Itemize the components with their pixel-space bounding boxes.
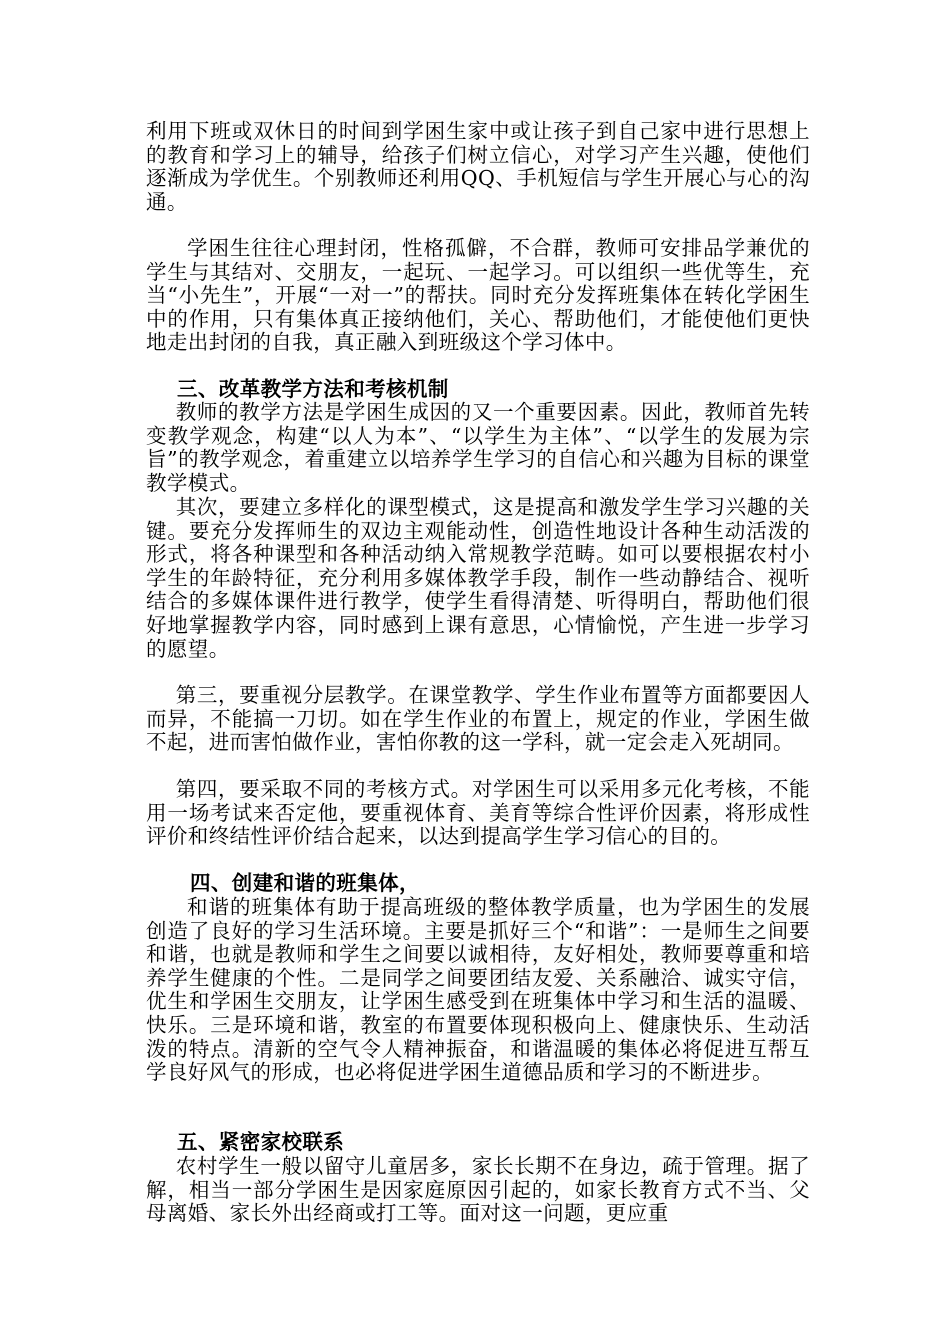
- section-heading-3: 三、改革教学方法和考核机制: [177, 377, 449, 401]
- paragraph-6: 第四，要采取不同的考核方式。对学困生可以采用多元化考核，不能用一场考试来否定他，要重视体育、美育等综合性评价因素，将形成性评价和终结性评价结合起来，以达到提高学生学习信心的目的。: [146, 777, 810, 849]
- paragraph-7: 和谐的班集体有助于提高班级的整体教学质量，也为学困生的发展创造了良好的学习生活环境。主要是抓好三个“和谐”：一是师生之间要和谐，也就是教师和学生之间要以诚相待，友好相处，教师要尊重和培养学生健康的个性。二是同学之间要团结友爱、关系融洽、诚实守信，优生和学困生交朋友，让学困生感受到在班集体中学习和生活的温暖、快乐。三是环境和谐，教室的布置要体现积极向上、健康快乐、生动活泼的特点。清新的空气令人精神振奋，和谐温暖的集体必将促进互帮互学良好风气的形成，也必将促进学困生道德品质和学习的不断进步。: [146, 895, 810, 1085]
- paragraph-5: 第三，要重视分层教学。在课堂教学、学生作业布置等方面都要因人而异，不能搞一刀切。如在学生作业的布置上，规定的作业，学困生做不起，进而害怕做作业，害怕你教的这一学科，就一定会走入死胡同。: [146, 683, 810, 755]
- paragraph-2: 学困生往往心理封闭，性格孤僻，不合群，教师可安排品学兼优的学生与其结对、交朋友，一起玩、一起学习。可以组织一些优等生，充当“小先生”，开展“一对一”的帮扶。同时充分发挥班集体在转化学困生中的作用，只有集体真正接纳他们，关心、帮助他们，才能使他们更快地走出封闭的自我，真正融入到班级这个学习体中。: [146, 236, 810, 355]
- paragraph-1: 利用下班或双休日的时间到学困生家中或让孩子到自己家中进行思想上的教育和学习上的辅导，给孩子们树立信心，对学习产生兴趣，使他们逐渐成为学优生。个别教师还利用QQ、手机短信与学生开展心与心的沟通。: [146, 119, 810, 214]
- paragraph-3: 教师的教学方法是学困生成因的又一个重要因素。因此，教师首先转变教学观念，构建“以人为本”、“以学生为主体”、“以学生的发展为宗旨”的教学观念，着重建立以培养学生学习的自信心和兴趣为目标的课堂教学模式。: [146, 400, 810, 495]
- paragraph-8: 农村学生一般以留守儿童居多，家长长期不在身边，疏于管理。据了解，相当一部分学困生是因家庭原因引起的，如家长教育方式不当、父母离婚、家长外出经商或打工等。面对这一问题，更应重: [146, 1154, 810, 1226]
- paragraph-4: 其次，要建立多样化的课型模式，这是提高和激发学生学习兴趣的关键。要充分发挥师生的双边主观能动性，创造性地设计各种生动活泼的形式，将各种课型和各种活动纳入常规教学范畴。如可以要根据农村小学生的年龄特征，充分利用多媒体教学手段，制作一些动静结合、视听结合的多媒体课件进行教学，使学生看得清楚、听得明白，帮助他们很好地掌握教学内容，同时感到上课有意思，心情愉悦，产生进一步学习的愿望。: [146, 495, 810, 661]
- section-heading-5: 五、紧密家校联系: [177, 1130, 345, 1154]
- section-heading-4: 四、创建和谐的班集体，: [190, 871, 420, 895]
